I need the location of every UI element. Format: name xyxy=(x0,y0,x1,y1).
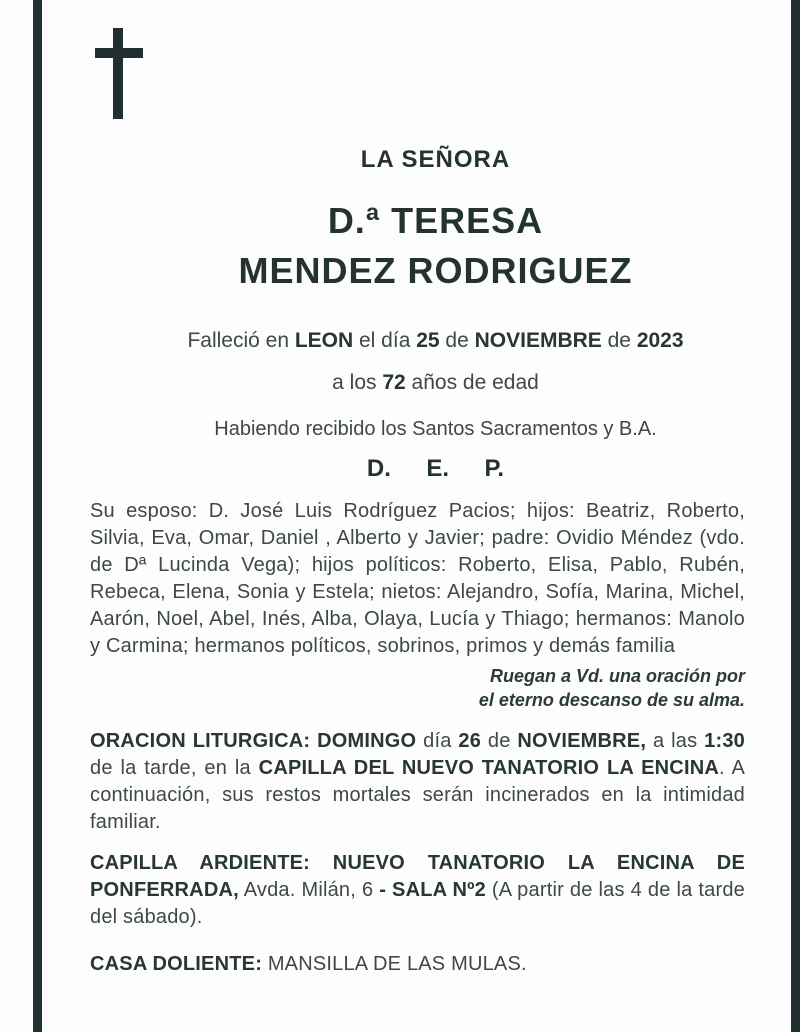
honorific-title: LA SEÑORA xyxy=(360,146,511,173)
deceased-name-line2: MENDEZ RODRIGUEZ xyxy=(238,250,633,291)
deceased-name-line1: D.ª TERESA xyxy=(327,200,544,241)
prayer-request xyxy=(90,664,745,712)
age-line: a los 72 años de edad xyxy=(332,371,539,394)
liturgy-service-paragraph: ORACION LITURGICA: DOMINGO día 26 de NOVIEMBRE, a las 1:30 de la tarde, en la CAPILLA DEL NUEVO TANATORIO LA ENCINA. A continuación, sus restos mortales serán incinerados en la intimidad familiar. xyxy=(90,730,745,833)
dep-abbreviation: D. E. P. xyxy=(366,455,505,482)
mourning-house-paragraph: CASA DOLIENTE: MANSILLA DE LAS MULAS. xyxy=(90,953,527,975)
right-border-rule xyxy=(791,0,800,1032)
deceased-name xyxy=(126,196,745,296)
sacraments-line: Habiendo recibido los Santos Sacramentos y B.A. xyxy=(214,418,657,440)
prayer-line2: el eterno descanso de su alma. xyxy=(478,690,745,710)
prayer-line1: Ruegan a Vd. una oración por xyxy=(489,666,745,686)
wake-chapel-paragraph: CAPILLA ARDIENTE: NUEVO TANATORIO LA ENCINA DE PONFERRADA, Avda. Milán, 6 - SALA Nº2 (A partir de las 4 de la tarde del sábado). xyxy=(90,852,745,928)
death-date-line: Falleció en LEON el día 25 de NOVIEMBRE de 2023 xyxy=(187,329,684,352)
left-border-rule xyxy=(33,0,42,1032)
obituary-content xyxy=(90,0,745,978)
header-block xyxy=(90,146,745,482)
family-paragraph: Su esposo: D. José Luis Rodríguez Pacios; hijos: Beatriz, Roberto, Silvia, Eva, Omar, Daniel , Alberto y Javier; padre: Ovidio Méndez (vdo. de Dª Lucinda Vega); hijos políticos: Roberto, Elisa, Pablo, Rubén, Rebeca, Elena, Sonia y Estela; nietos: Alejandro, Sofía, Marina, Michel, Aarón, Noel, Abel, Inés, Alba, Olaya, Lucía y Thiago; hermanos: Manolo y Carmina; hermanos políticos, sobrinos, primos y demás familia xyxy=(90,500,745,657)
